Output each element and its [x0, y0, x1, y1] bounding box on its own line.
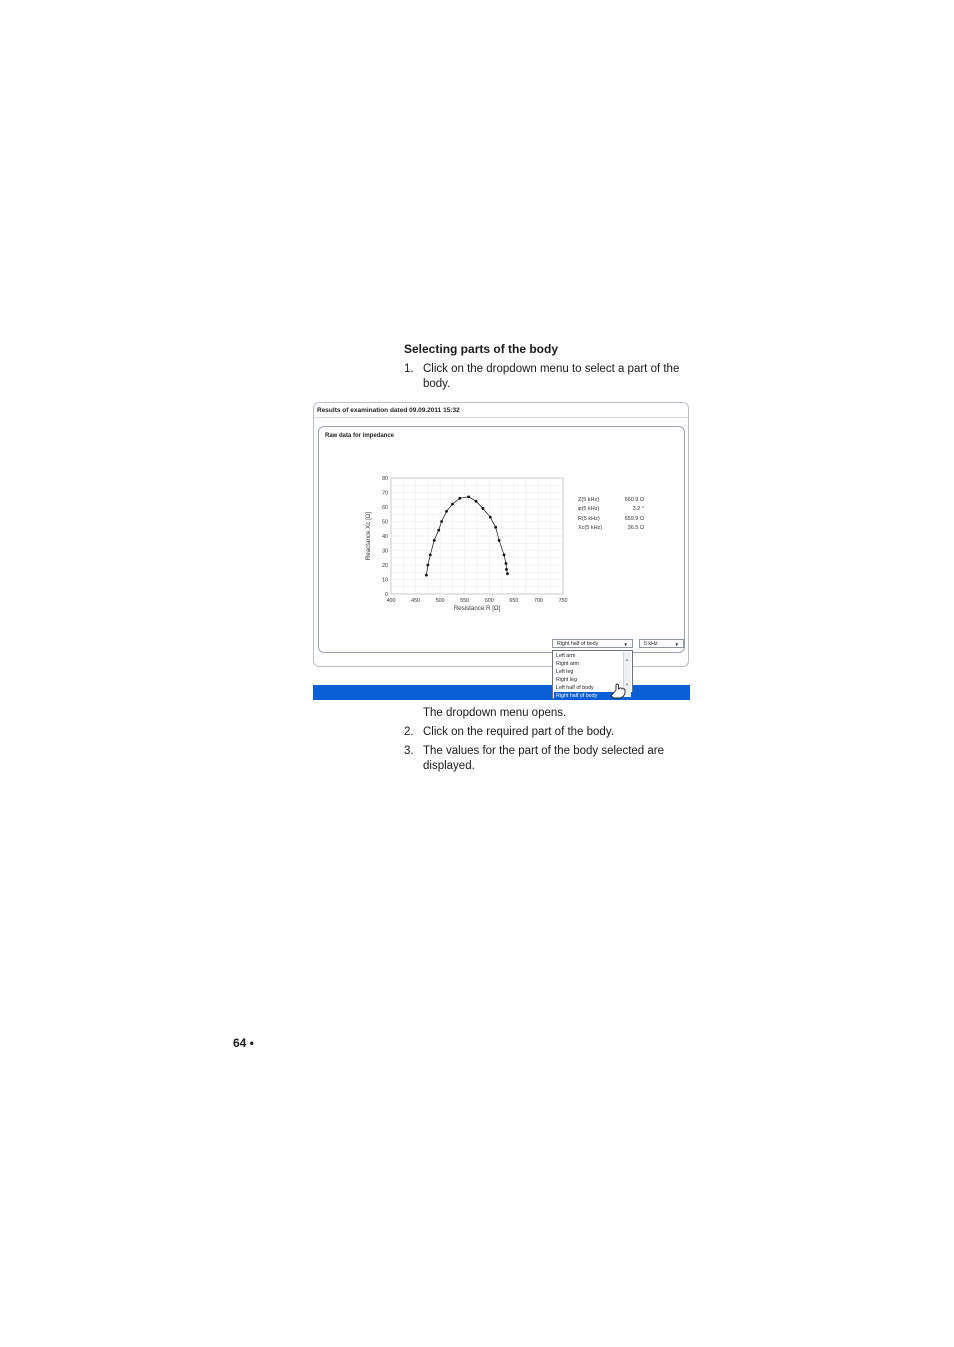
window-title: Results of examination dated 09.09.2011 15:32 [317, 407, 460, 414]
y-tick-label: 0 [385, 592, 388, 598]
readout-label-phi: φ(5 kHz) [578, 506, 600, 512]
option-left-half[interactable]: Left half of body [556, 685, 594, 691]
data-point [437, 529, 440, 532]
readout-value-phi: 3.2 ° [632, 506, 644, 512]
data-point [489, 516, 492, 519]
data-point [425, 574, 428, 577]
y-axis-label: Reactance Xc [Ω] [365, 511, 372, 561]
impedance-chart [362, 472, 577, 618]
readout-value-xc: 36.5 Ω [627, 525, 644, 531]
data-point [503, 553, 506, 556]
x-tick-label: 500 [435, 598, 445, 604]
data-point [445, 510, 448, 513]
data-point [426, 564, 429, 567]
data-point [506, 572, 509, 575]
body-part-selected: Right half of body [557, 641, 599, 647]
x-tick-label: 600 [484, 598, 494, 604]
option-left-arm[interactable]: Left arm [556, 653, 576, 659]
option-left-leg[interactable]: Left leg [556, 669, 574, 675]
data-point [475, 500, 478, 503]
page-number: 64 • [233, 1036, 254, 1050]
chevron-down-icon: ▼ [674, 642, 679, 647]
hand-cursor-icon [608, 680, 628, 700]
data-point [433, 539, 436, 542]
scroll-up-icon[interactable]: ▲ [625, 657, 629, 662]
step-number: 3. [404, 745, 414, 757]
frequency-dropdown[interactable] [639, 639, 684, 648]
y-tick-label: 30 [382, 548, 388, 555]
data-point [505, 568, 508, 571]
x-tick-label: 700 [534, 598, 543, 604]
y-tick-label: 70 [382, 490, 388, 497]
x-tick-label: 750 [558, 598, 568, 604]
step-note: The dropdown menu opens. [423, 707, 567, 719]
y-tick-label: 60 [382, 505, 388, 511]
section-heading: Selecting parts of the body [404, 342, 559, 356]
data-point [494, 526, 497, 529]
y-tick-label: 80 [382, 476, 388, 482]
step-text: The values for the part of the body selected are displayed. [423, 745, 665, 772]
readout-label-r: R(5 kHz) [578, 516, 600, 522]
data-point [458, 497, 461, 500]
option-right-leg[interactable]: Right leg [556, 677, 577, 683]
y-tick-label: 50 [382, 519, 388, 526]
panel-title: Raw data for impedance [325, 433, 395, 439]
instruction-step-3 [404, 744, 694, 776]
scroll-down-icon[interactable]: ▼ [625, 682, 629, 687]
instruction-step-2 [404, 725, 694, 741]
data-point [505, 562, 508, 565]
data-point [451, 503, 454, 506]
body-part-dropdown[interactable] [552, 639, 633, 648]
x-tick-label: 550 [460, 598, 470, 604]
title-divider [314, 417, 688, 418]
x-axis-label: Resistance R [Ω] [453, 605, 501, 612]
readout-label-z: Z(5 kHz) [578, 497, 600, 503]
x-tick-label: 450 [411, 598, 420, 604]
data-point [440, 520, 443, 523]
instruction-step-1 [404, 362, 694, 394]
data-point [467, 495, 470, 498]
x-tick-label: 400 [386, 598, 396, 604]
readout-value-r: 659.9 Ω [624, 516, 644, 522]
option-right-half[interactable]: Right half of body [554, 692, 634, 700]
step-number: 2. [404, 726, 414, 738]
step-text: Click on the required part of the body. [423, 726, 614, 738]
data-point [481, 507, 484, 510]
step-number: 1. [404, 363, 414, 375]
y-tick-label: 40 [382, 534, 388, 540]
chevron-down-icon: ▼ [623, 642, 628, 647]
readout-value-z: 660.9 Ω [624, 497, 644, 503]
y-tick-label: 10 [382, 577, 388, 584]
data-point [429, 553, 432, 556]
readout-label-xc: Xc(5 kHz) [578, 525, 603, 531]
option-right-arm[interactable]: Right arm [556, 661, 579, 667]
step-text: Click on the dropdown menu to select a part of the body. [423, 363, 680, 390]
x-tick-label: 650 [509, 598, 519, 604]
frequency-selected: 5 kHz [644, 641, 658, 647]
data-point [498, 539, 501, 542]
y-tick-label: 20 [382, 563, 388, 569]
